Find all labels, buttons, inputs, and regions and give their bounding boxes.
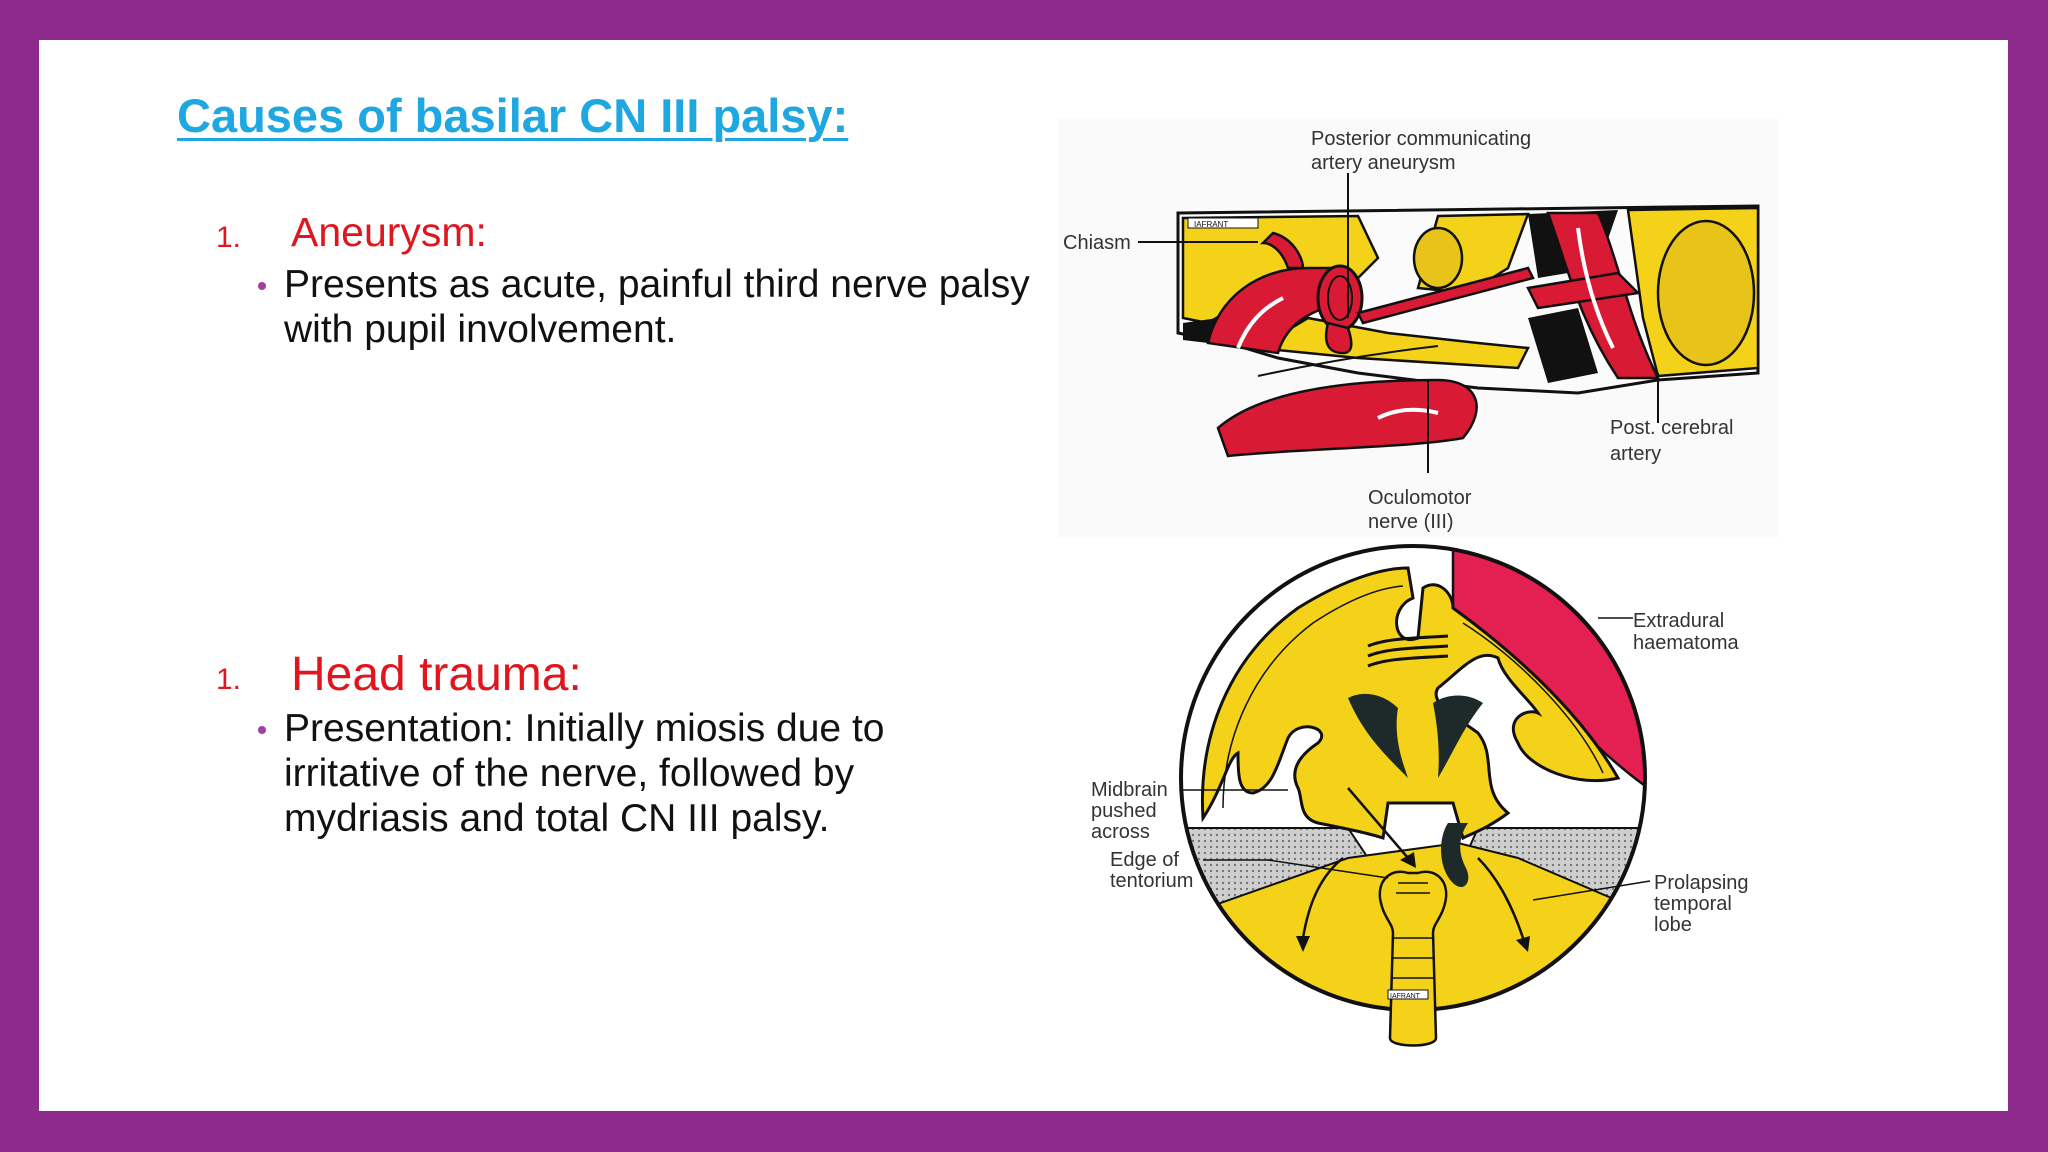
label-oculomotor-line1: Oculomotor <box>1368 487 1472 509</box>
bullet-dot-1 <box>258 282 266 290</box>
list-number-2: 1. <box>216 663 242 696</box>
label-pcom-line1: Posterior communicating <box>1311 128 1532 150</box>
slide-title: Causes of basilar CN III palsy: <box>177 89 849 142</box>
label-midbrain-line2: pushed <box>1091 800 1157 822</box>
label-pca-line1: Post. cerebral <box>1610 417 1734 439</box>
label-midbrain-line1: Midbrain <box>1091 779 1168 801</box>
artist-signature-top: IAFRANT <box>1194 220 1229 229</box>
list-number-1: 1. <box>216 221 242 254</box>
heading-aneurysm: Aneurysm: <box>291 209 487 255</box>
bullet-dot-2 <box>258 726 266 734</box>
label-edh-line2: haematoma <box>1633 632 1739 654</box>
label-pcom-line2: artery aneurysm <box>1311 152 1456 174</box>
herniation-figure <box>1058 538 1778 1058</box>
label-oculomotor-line2: nerve (III) <box>1368 511 1454 533</box>
label-tentorium-line2: tentorium <box>1110 870 1194 892</box>
label-midbrain-line3: across <box>1091 821 1150 843</box>
artist-signature-bottom: IAFRANT <box>1390 993 1420 1000</box>
bullet-aneurysm: Presents as acute, painful third nerve palsy with pupil involvement. <box>284 263 1030 351</box>
label-tentorium-line1: Edge of <box>1110 849 1179 871</box>
label-temporal-line3: lobe <box>1654 914 1692 936</box>
heading-head-trauma: Head trauma: <box>291 648 582 701</box>
label-edh-line1: Extradural <box>1633 610 1725 632</box>
label-pca-line2: artery <box>1610 443 1662 465</box>
bullet-head-trauma: Presentation: Initially miosis due to irritative of the nerve, followed by mydriasis and total CN III palsy. <box>284 707 885 840</box>
label-temporal-line1: Prolapsing <box>1654 872 1749 894</box>
aneurysm-figure <box>1058 118 1778 538</box>
label-temporal-line2: temporal <box>1654 893 1732 915</box>
label-chiasm: Chiasm <box>1063 232 1131 254</box>
